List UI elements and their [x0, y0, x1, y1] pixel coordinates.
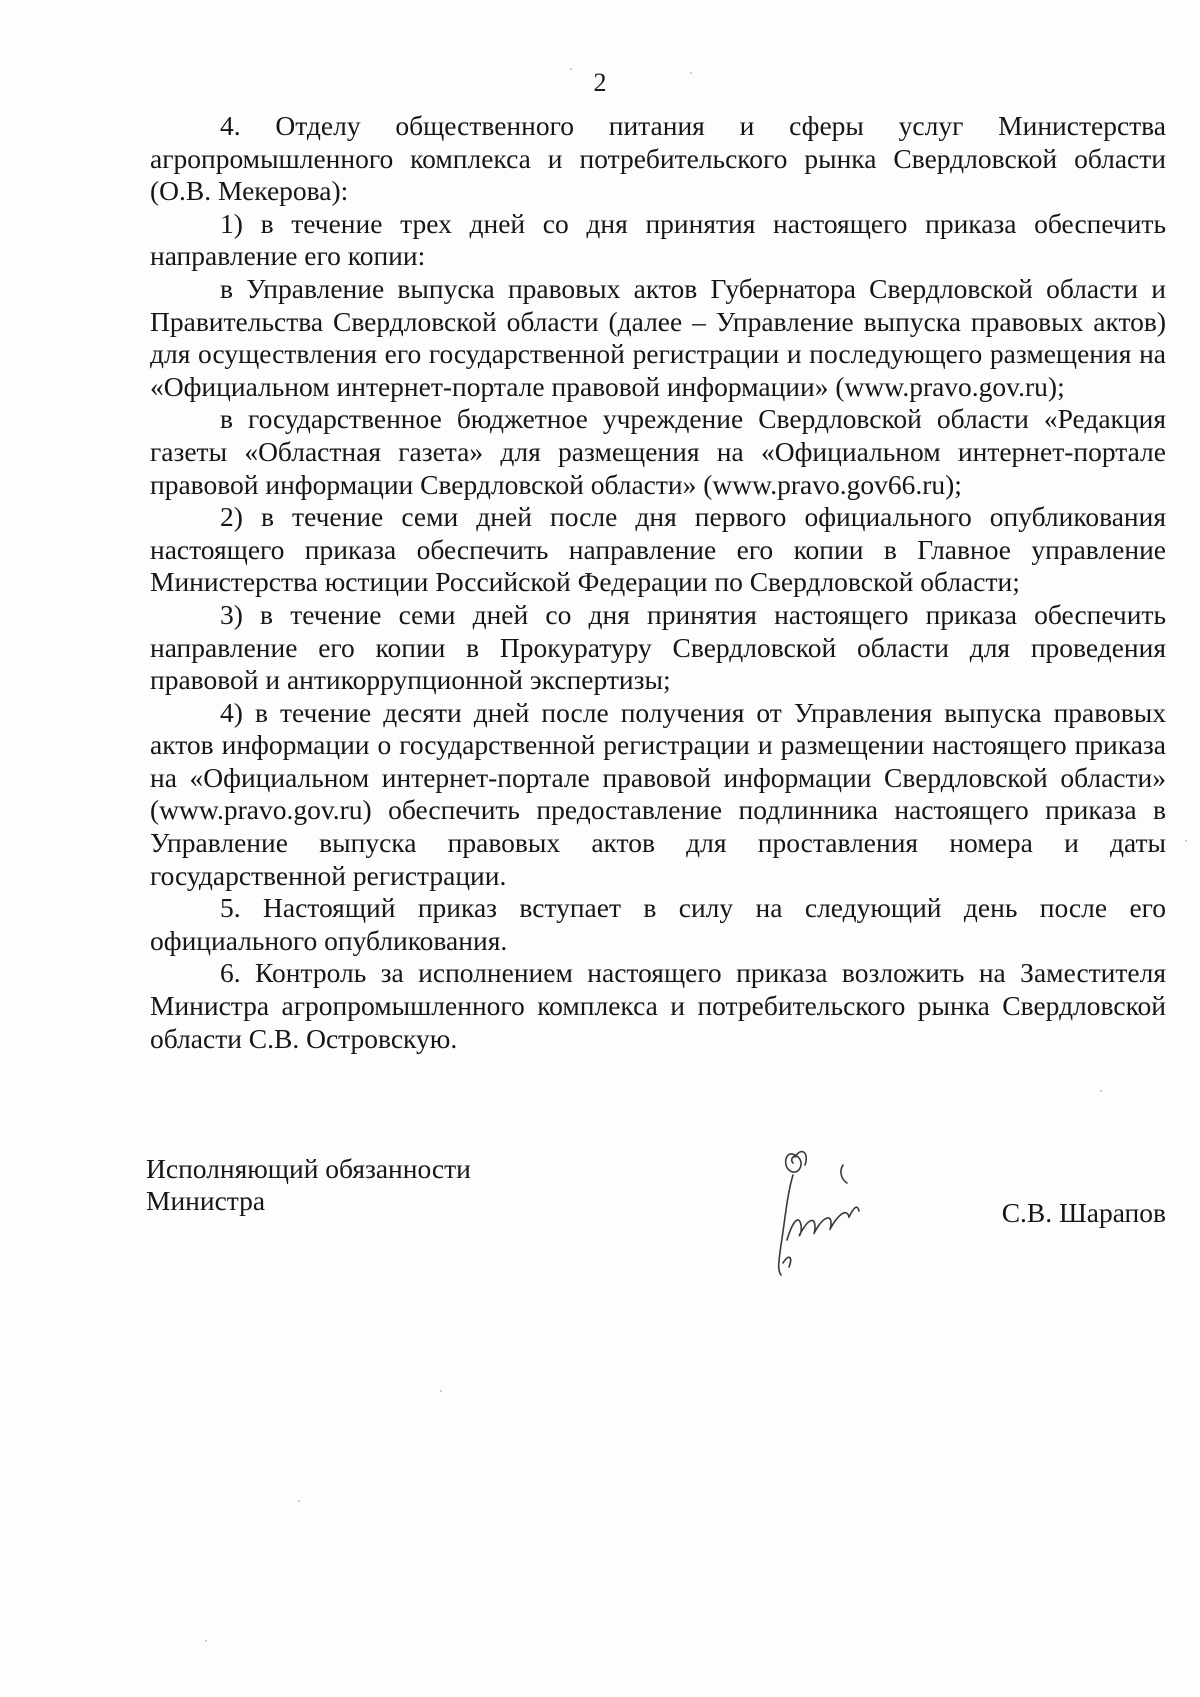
scan-speck — [570, 68, 572, 70]
signatory-name: С.В. Шарапов — [1001, 1197, 1166, 1228]
scan-speck — [440, 1390, 442, 1392]
handwritten-signature — [765, 1125, 895, 1285]
signature-block — [146, 1153, 1166, 1293]
paragraph-recipient-newspaper: в государственное бюджетное учреждение Свердловской области «Редакция газеты «Областная газета» для размещения на «Официальном интернет-портале правовой информации Свердловской области» (www.pravo.gov66.ru); — [150, 403, 1166, 500]
paragraph-recipient-legal-acts: в Управление выпуска правовых актов Губернатора Свердловской области и Правительства Свердловской области (далее – Управление выпуска правовых актов) для осуществления его государственной регистрации и последующего размещения на «Официальном интернет-портале правовой информации» (www.pravo.gov.ru); — [150, 272, 1166, 402]
scan-speck — [690, 72, 692, 74]
signatory-position — [146, 1153, 566, 1217]
scan-speck — [1100, 1090, 1102, 1092]
paragraph-subitem-2: 2) в течение семи дней после дня первого официального опубликования настоящего приказа обеспечить направление его копии в Главное управление Министерства юстиции Российской Федерации по Свердловской области; — [150, 501, 1166, 598]
scan-speck — [205, 1640, 207, 1642]
paragraph-subitem-3: 3) в течение семи дней со дня принятия настоящего приказа обеспечить направление его копии в Прокуратуру Свердловской области для проведения правовой и антикоррупционной экспертизы; — [150, 598, 1166, 696]
paragraph-subitem-1: 1) в течение трех дней со дня принятия настоящего приказа обеспечить направление его копии: — [150, 207, 1166, 272]
paragraph-subitem-4: 4) в течение десяти дней после получения от Управления выпуска правовых актов информации о государственной регистрации и размещении настоящего приказа на «Официальном интернет-портале правовой информации Свердловской области» (www.pravo.gov.ru) обеспечить предоставление подлинника настоящего приказа в Управление выпуска правовых актов для проставления номера и даты государственной регистрации. — [150, 696, 1166, 891]
paragraph-item-4: 4. Отделу общественного питания и сферы услуг Министерства агропромышленного комплекса и потребительского рынка Свердловской области (О.В. Мекерова): — [150, 110, 1166, 207]
scan-speck — [1185, 840, 1187, 842]
signatory-position-line1: Исполняющий обязанности — [146, 1153, 471, 1184]
paragraph-item-5: 5. Настоящий приказ вступает в силу на следующий день после его официального опубликования. — [150, 892, 1166, 956]
page-number: 2 — [593, 68, 607, 97]
document-body — [150, 110, 1166, 1055]
scan-speck — [298, 1500, 300, 1502]
signatory-position-line2: Министра — [146, 1185, 266, 1216]
paragraph-item-6: 6. Контроль за исполнением настоящего приказа возложить на Заместителя Министра агропромышленного комплекса и потребительского рынка Свердловской области С.В. Островскую. — [150, 957, 1166, 1054]
